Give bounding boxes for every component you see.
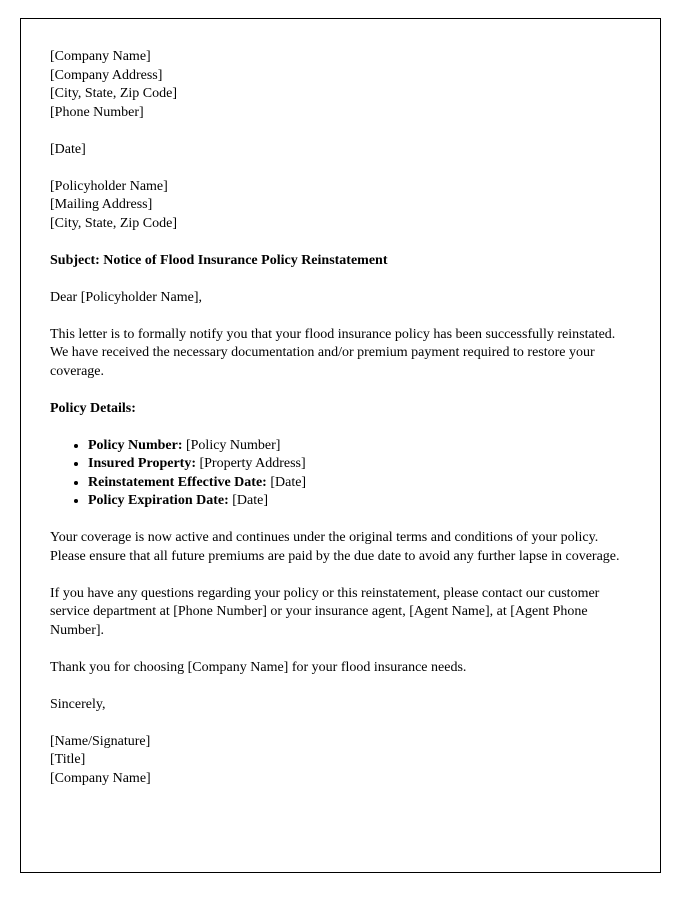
signature-title: [Title]: [50, 752, 86, 767]
policy-detail-reinstatement-date: [88, 474, 630, 493]
policy-detail-value: [Date]: [232, 493, 269, 508]
sender-address-block: [50, 48, 630, 122]
recipient-mailing-address: [Mailing Address]: [50, 197, 153, 212]
signature-name: [Name/Signature]: [50, 733, 151, 749]
policy-detail-value: [Policy Number]: [185, 437, 281, 453]
letter-date: [Date]: [50, 141, 86, 157]
policy-detail-label: Reinstatement Effective Date:: [88, 474, 267, 490]
signature-block: [50, 733, 630, 789]
salutation: Dear [Policyholder Name],: [50, 289, 202, 305]
policy-details-heading: Policy Details:: [50, 400, 136, 416]
policy-detail-expiration-date: [88, 492, 630, 511]
policy-details-list: [50, 437, 630, 511]
sender-phone-number: [Phone Number]: [50, 104, 144, 120]
signature-company-name: [Company Name]: [50, 770, 151, 786]
policy-detail-label: Policy Expiration Date:: [88, 493, 229, 508]
paragraph-coverage: Your coverage is now active and continues under the original terms and conditions of your policy. Please ensure that all future premiums are paid by the due date to avoid any further lapse in coverage.: [50, 530, 620, 564]
sender-company-address: [Company Address]: [50, 67, 163, 83]
paragraph-thanks: Thank you for choosing [Company Name] for your flood insurance needs.: [50, 659, 467, 675]
subject-line: Subject: Notice of Flood Insurance Policy Reinstatement: [50, 252, 388, 268]
recipient-city-state-zip: [City, State, Zip Code]: [50, 215, 178, 231]
policy-detail-value: [Date]: [270, 474, 307, 490]
sender-city-state-zip: [City, State, Zip Code]: [50, 86, 178, 101]
paragraph-intro: This letter is to formally notify you that your flood insurance policy has been successfully reinstated. We have received the necessary documentation and/or premium payment required to restore your coverage.: [50, 326, 616, 379]
sender-company-name: [Company Name]: [50, 49, 151, 64]
recipient-address-block: [50, 178, 630, 234]
policy-detail-insured-property: [88, 455, 630, 474]
recipient-policyholder-name: [Policyholder Name]: [50, 178, 168, 194]
letter-document: [50, 48, 630, 807]
policy-detail-label: Insured Property:: [88, 456, 196, 471]
policy-detail-value: [Property Address]: [199, 456, 306, 471]
policy-detail-label: Policy Number:: [88, 437, 183, 453]
policy-detail-policy-number: [88, 437, 630, 456]
closing: Sincerely,: [50, 696, 106, 712]
paragraph-contact: If you have any questions regarding your policy or this reinstatement, please contact our customer service department at [Phone Number] or your insurance agent, [Agent Name], at [Agent Phone Number].: [50, 585, 600, 638]
